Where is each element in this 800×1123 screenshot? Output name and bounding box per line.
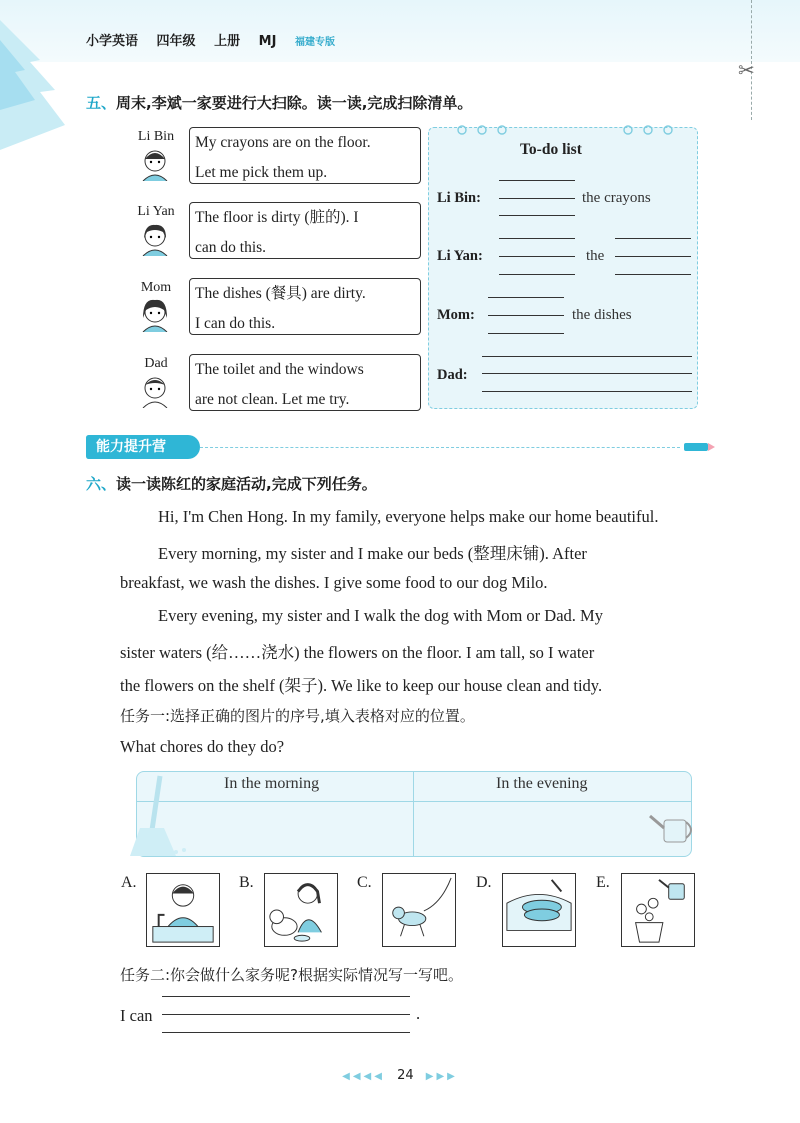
answer-line — [615, 238, 691, 239]
answer-prefix: I can — [120, 1006, 153, 1025]
answer-line — [499, 180, 575, 181]
section5-number: 五、 — [86, 94, 117, 112]
todo-text-li-bin: the crayons — [582, 190, 651, 206]
banner-divider — [200, 447, 680, 448]
answer-line — [488, 333, 564, 334]
right-arrows-icon: ▶▶▶ — [425, 1071, 458, 1082]
answer-line — [499, 215, 575, 216]
feed-dog-picture[interactable] — [264, 873, 338, 947]
answer-line — [499, 256, 575, 257]
task1-question: What chores do they do? — [120, 737, 285, 756]
speaker-dad: Dad — [144, 356, 168, 371]
todo-label-dad: Dad: — [437, 367, 468, 383]
answer-line — [482, 391, 692, 392]
answer-line — [615, 256, 691, 257]
todo-list-panel — [428, 127, 698, 409]
table-header-morning: In the morning — [224, 775, 320, 792]
answer-line[interactable] — [162, 1032, 410, 1033]
todo-label-mom: Mom: — [437, 307, 475, 323]
todo-label-li-bin: Li Bin: — [437, 190, 481, 206]
walk-dog-picture[interactable] — [382, 873, 456, 947]
answer-cell-evening[interactable] — [420, 806, 640, 852]
passage-line: Every evening, my sister and I walk the dog with Mom or Dad. My — [158, 606, 603, 625]
task2-instruction: 任务二:你会做什么家务呢?根据实际情况写一写吧。 — [120, 966, 464, 984]
page-footer — [0, 1068, 800, 1083]
man-face-icon — [139, 374, 171, 408]
answer-line[interactable] — [162, 996, 410, 997]
broom-icon — [126, 772, 190, 858]
bubble-line: I can do this. — [195, 315, 276, 332]
make-bed-picture[interactable] — [502, 873, 576, 947]
answer-cell-morning[interactable] — [170, 806, 406, 852]
answer-line — [488, 297, 564, 298]
answer-line — [482, 373, 692, 374]
pagoda-decoration-icon — [0, 0, 80, 150]
bubble-line: are not clean. Let me try. — [195, 391, 350, 408]
picture-label-e: E. — [596, 874, 610, 891]
watering-can-icon — [646, 808, 694, 848]
passage-line: Hi, I'm Chen Hong. In my family, everyone helps make our home beautiful. — [158, 507, 659, 526]
answer-line — [615, 274, 691, 275]
bubble-line: My crayons are on the floor. — [195, 134, 371, 151]
picture-label-a: A. — [121, 874, 137, 891]
bubble-line: The toilet and the windows — [195, 361, 364, 378]
wash-dishes-picture[interactable] — [146, 873, 220, 947]
bubble-dad — [189, 354, 421, 411]
header-subject: 小学英语 — [86, 34, 139, 49]
speaker-li-bin: Li Bin — [137, 129, 175, 144]
header-grade: 四年级 — [156, 34, 196, 49]
table-column-divider — [413, 771, 414, 857]
water-flowers-picture[interactable] — [621, 873, 695, 947]
girl-face-icon — [139, 222, 171, 256]
passage-line: sister waters (给……浇水) the flowers on the floor. I am tall, so I water — [120, 643, 595, 662]
answer-line — [482, 356, 692, 357]
boy-face-icon — [139, 147, 171, 181]
picture-label-b: B. — [239, 874, 254, 891]
scissors-icon: ✂ — [738, 58, 755, 82]
answer-line — [499, 198, 575, 199]
section6-heading — [86, 473, 377, 494]
passage-line: breakfast, we wash the dishes. I give some food to our dog Milo. — [120, 573, 548, 592]
bubble-line: can do this. — [195, 239, 267, 256]
left-arrows-icon: ◀◀◀◀ — [342, 1071, 385, 1082]
todo-title: To-do list — [520, 141, 582, 158]
pencil-icon — [682, 441, 716, 453]
ability-banner: 能力提升营 — [86, 435, 200, 459]
speaker-mom: Mom — [140, 280, 172, 295]
answer-line — [499, 238, 575, 239]
bubble-line: The floor is dirty (脏的). I — [195, 209, 359, 226]
bubble-li-bin — [189, 127, 421, 184]
page-number: 24 — [397, 1068, 414, 1083]
header-badge: 福建专版 — [294, 37, 335, 48]
binder-rings-icon — [440, 122, 690, 136]
answer-suffix: . — [416, 1004, 421, 1023]
passage-line: Every morning, my sister and I make our beds (整理床铺). After — [158, 544, 587, 563]
table-header-evening: In the evening — [496, 775, 588, 792]
answer-line — [488, 315, 564, 316]
bubble-line: The dishes (餐具) are dirty. — [195, 285, 366, 302]
answer-line[interactable] — [162, 1014, 410, 1015]
header-text — [86, 30, 349, 49]
picture-label-d: D. — [476, 874, 492, 891]
header-volume: 上册 — [214, 34, 241, 49]
todo-text-li-yan: the — [586, 248, 605, 264]
bubble-mom — [189, 278, 421, 335]
bubble-line: Let me pick them up. — [195, 164, 328, 181]
speaker-li-yan: Li Yan — [137, 204, 175, 219]
woman-face-icon — [139, 298, 171, 332]
passage-line: the flowers on the shelf (架子). We like to keep our house clean and tidy. — [120, 676, 603, 695]
table-header-divider — [136, 801, 692, 802]
picture-label-c: C. — [357, 874, 372, 891]
todo-label-li-yan: Li Yan: — [437, 248, 483, 264]
section5-heading — [86, 92, 472, 113]
section5-title: 周末,李斌一家要进行大扫除。读一读,完成扫除清单。 — [116, 94, 473, 112]
task1-instruction: 任务一:选择正确的图片的序号,填入表格对应的位置。 — [120, 707, 475, 725]
todo-text-mom: the dishes — [572, 307, 632, 323]
answer-line — [499, 274, 575, 275]
header-edition: MJ — [258, 34, 277, 49]
section6-title: 读一读陈红的家庭活动,完成下列任务。 — [116, 475, 377, 493]
bubble-li-yan — [189, 202, 421, 259]
section6-number: 六、 — [86, 475, 117, 493]
